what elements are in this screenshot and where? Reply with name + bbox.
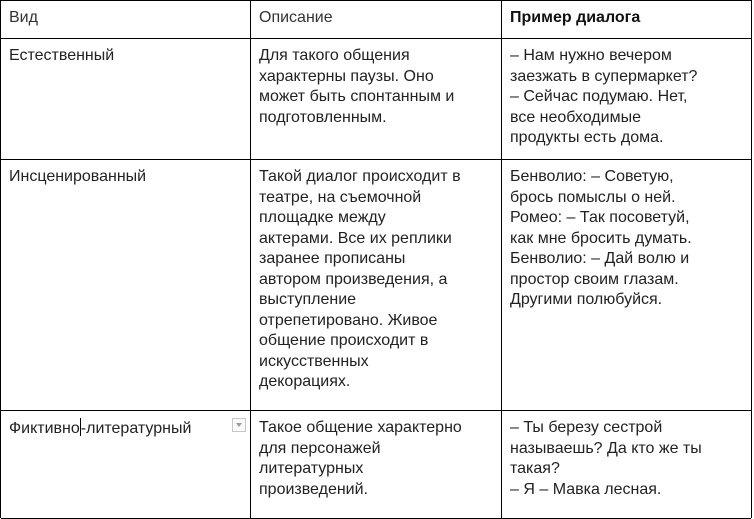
cell-kind[interactable]: Естественный — [1, 39, 251, 159]
header-example[interactable]: Пример диалога — [510, 9, 641, 26]
cell-kind-text-end: -литературный — [80, 420, 192, 437]
cell-description[interactable]: Такой диалог происходит в театре, на съемочной площадке между актерами. Все их реплики заранее прописаны автором произведения, а выступление отрепетировано. Живое общение происходит в искусственных декорациях. — [251, 160, 502, 410]
cell-kind-active[interactable] — [1, 411, 251, 518]
cell-example[interactable]: – Нам нужно вечером заезжать в супермаркет? – Сейчас подумаю. Нет, все необходимые продукты есть дома. — [510, 47, 698, 146]
table-header-row — [1, 1, 751, 39]
cell-description[interactable]: Такое общение характерно для персонажей литературных произведений. — [251, 411, 502, 518]
table-row — [1, 160, 751, 411]
cell-menu-dropdown-icon[interactable] — [232, 418, 246, 432]
table-row — [1, 39, 751, 160]
header-kind[interactable]: Вид — [1, 1, 251, 38]
cell-example[interactable]: Бенволио: – Советую, брось помыслы о ней. Ромео: – Так посоветуй, как мне бросить думать. Бенволио: – Дай волю и простор своим глазам. Другими полюбуйся. — [510, 168, 692, 308]
cell-kind[interactable]: Инсценированный — [1, 160, 251, 410]
table-row — [1, 411, 751, 519]
cell-kind-text-start: Фиктивно — [9, 420, 80, 437]
cell-description[interactable]: Для такого общения характерны паузы. Оно может быть спонтанным и подготовленным. — [251, 39, 502, 159]
cell-example[interactable]: – Ты березу сестрой называешь? Да кто же ты такая? – Я – Мавка лесная. — [510, 419, 702, 498]
header-description[interactable]: Описание — [251, 1, 502, 38]
